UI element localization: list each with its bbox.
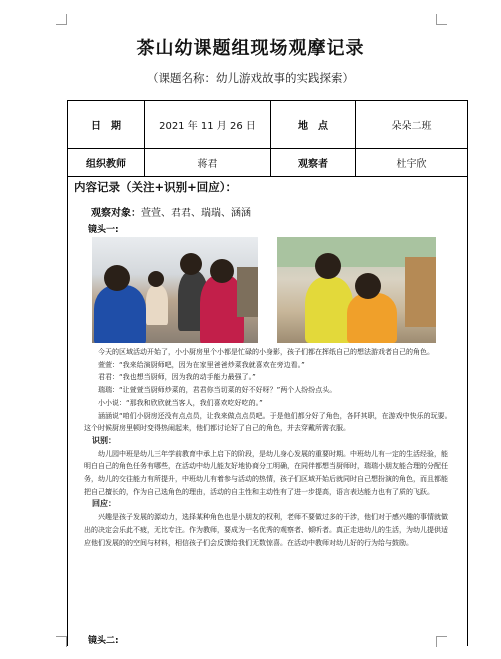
child-head xyxy=(355,273,381,299)
child-head xyxy=(210,259,234,283)
photo-children-apron xyxy=(277,237,436,343)
observe-value: 萱萱、君君、瑞瑞、涵涵 xyxy=(141,208,251,219)
furniture xyxy=(237,267,258,317)
child-figure xyxy=(305,277,353,343)
place-label: 地 点 xyxy=(271,101,356,149)
respond-label: 回应： xyxy=(92,499,116,509)
date-value: 2021 年 11 月 26 日 xyxy=(145,101,271,149)
identify-label: 识别： xyxy=(92,435,116,445)
content-record-cell xyxy=(67,176,468,646)
identify-text: 幼儿园中班是幼儿三年学前教育中承上启下的阶段，是幼儿身心发展的重要时期。中班幼儿有一定的生活经验，能明白自己的角色任务有哪些，在活动中幼儿能友好地协商分工明确，在同伴都想当厨师时，瑞瑞小朋友能合理的分配任务，幼儿的交往能力有所提升，中班幼儿有着参与活动的热情，孩子们区域开始后就同时自己想扮演的角色，而且都能把自己擅长的，作为自己选角色的理由，活动的自主性和主动性有了进一步提高，语言表达能力也有了质的飞跃。 xyxy=(84,449,448,496)
child-figure xyxy=(347,293,397,343)
observe-target xyxy=(91,204,251,219)
record-paragraph: 涵涵说“咱们小厨房还没有点点员，让我来做点点员吧。于是他们都分好了角色，各阡其职，在游戏中快乐的玩要。这个时候厨房里顿时变得热闹起来，他们都讨论好了自己的角色，并去穿戴所需衣服。 xyxy=(84,411,452,433)
record-paragraph: 萱萱：“我来给演厨师吧，因为在家里爸爸炒菜我就喜欢在旁边看。” xyxy=(98,360,305,369)
child-head xyxy=(148,271,164,287)
observer-label: 观察者 xyxy=(271,149,356,177)
page-title: 茶山幼课题组现场观摩记录 xyxy=(136,38,365,59)
child-figure xyxy=(94,285,146,343)
crop-mark-top-right xyxy=(436,14,447,25)
crop-mark-top-left xyxy=(56,14,67,25)
record-text xyxy=(84,346,454,549)
place-value: 朵朵二班 xyxy=(356,101,468,149)
child-head xyxy=(180,253,202,275)
photo-children-dressing xyxy=(92,237,258,343)
record-paragraph: 瑞瑞：“让萱萱当厨师炒菜的，君君你当切菜的好不好呀？”两个人纷纷点头。 xyxy=(98,386,337,395)
content-heading: 内容记录（关注+识别+回应）： xyxy=(74,180,238,194)
crop-mark-bottom-left xyxy=(56,636,67,647)
lens-two-label: 镜头二: xyxy=(88,636,119,646)
record-paragraph: 小小说：“那我和欣欣就当客人，我们喜欢吃好吃的。” xyxy=(98,398,263,407)
record-paragraph: 君君：“我也想当厨师，因为我的动手能力最强了。” xyxy=(98,373,256,382)
observe-label: 观察对象： xyxy=(91,208,141,219)
child-figure xyxy=(146,285,168,325)
lens-one-label: 镜头一: xyxy=(88,225,119,235)
page-subtitle: （课题名称：幼儿游戏故事的实践探索） xyxy=(147,71,354,85)
teacher-value: 蒋君 xyxy=(145,149,271,177)
date-label: 日 期 xyxy=(68,101,145,149)
info-table xyxy=(67,100,468,177)
child-head xyxy=(104,265,130,291)
teacher-label: 组织教师 xyxy=(68,149,145,177)
respond-text: 兴趣是孩子发展的源动力，选择某种角色也是小朋友的权利，老师不要做过多的干涉，他们对于感兴趣的事情就做出的决定会乐此不疲，无比专注。作为教师，要成为一名优秀的观察者、倾听者。真正走进幼儿的生活，为幼儿提供适应他们发展的的空间与材料，相信孩子们会反馈给我们无数惊喜。在活动中教师对幼儿好的行为给与鼓励。 xyxy=(84,513,448,547)
furniture xyxy=(405,257,436,327)
child-head xyxy=(315,253,341,279)
record-paragraph: 今天的区域活动开始了，小小厨房里个小都是忙碌的小身影，孩子们都在挥纸自己的想法游戏者自己的角色。 xyxy=(98,348,434,356)
observer-value: 杜宇欣 xyxy=(356,149,468,177)
